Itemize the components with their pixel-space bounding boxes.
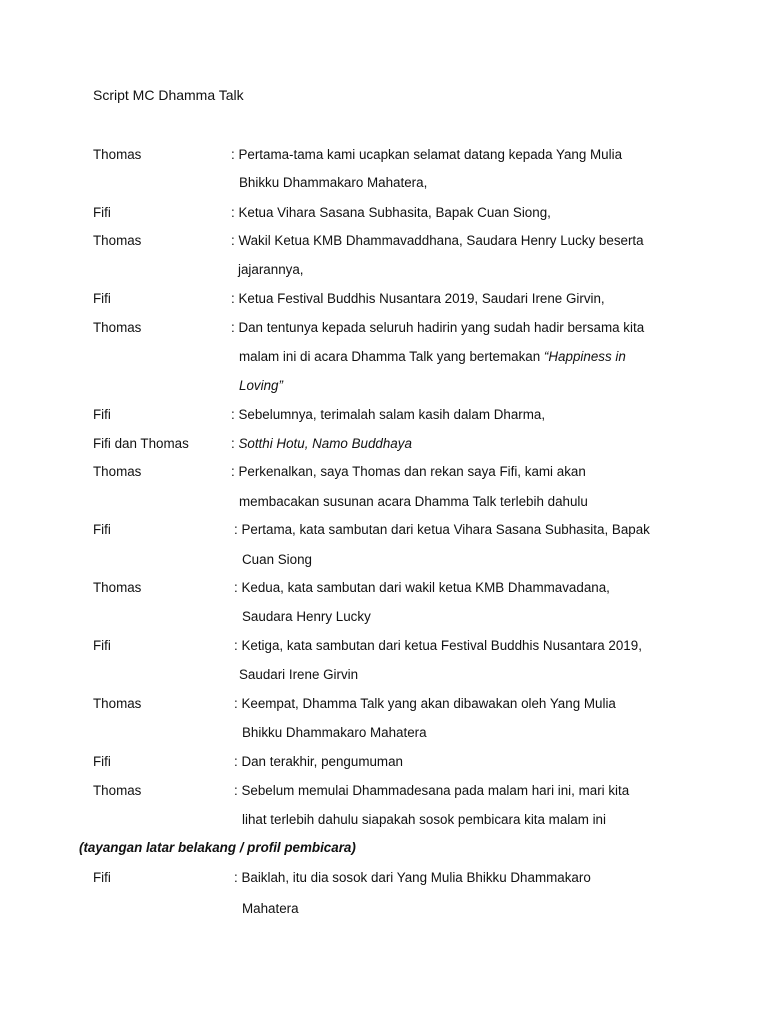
dialogue-line: : Ketua Vihara Sasana Subhasita, Bapak Cuan Siong,	[231, 205, 551, 220]
dialogue-line: : Wakil Ketua KMB Dhammavaddhana, Saudara Henry Lucky beserta	[231, 233, 644, 248]
dialogue-line: : Sebelumnya, terimalah salam kasih dalam Dharma,	[231, 407, 546, 422]
greeting-text: Sotthi Hotu, Namo Buddhaya	[238, 436, 412, 451]
dialogue-line: Saudara Henry Lucky	[242, 609, 371, 624]
dialogue-line: : Pertama, kata sambutan dari ketua Vihara Sasana Subhasita, Bapak	[234, 522, 650, 537]
dialogue-line: Saudari Irene Girvin	[239, 667, 359, 682]
dialogue-line: : Baiklah, itu dia sosok dari Yang Mulia Bhikku Dhammakaro	[234, 870, 591, 885]
dialogue-line: Mahatera	[242, 901, 299, 916]
stage-note: (tayangan latar belakang / profil pembicara)	[79, 840, 356, 855]
speaker-name: Thomas	[93, 320, 142, 335]
speaker-name: Thomas	[93, 233, 142, 248]
dialogue-line: : Ketiga, kata sambutan dari ketua Festival Buddhis Nusantara 2019,	[234, 638, 642, 653]
dialogue-line: : Pertama-tama kami ucapkan selamat datang kepada Yang Mulia	[231, 147, 623, 162]
colon-prefix: :	[231, 436, 239, 451]
dialogue-line	[231, 436, 412, 451]
dialogue-line: : Ketua Festival Buddhis Nusantara 2019, Saudari Irene Girvin,	[231, 291, 605, 306]
dialogue-line: : Kedua, kata sambutan dari wakil ketua KMB Dhammavadana,	[234, 580, 610, 595]
speaker-name: Thomas	[93, 783, 142, 798]
dialogue-line: Bhikku Dhammakaro Mahatera,	[239, 175, 428, 190]
speaker-name: Thomas	[93, 696, 142, 711]
dialogue-text: malam ini di acara Dhamma Talk yang bertemakan	[239, 349, 541, 364]
speaker-name: Fifi	[93, 638, 111, 653]
speaker-name: Thomas	[93, 147, 142, 162]
dialogue-line: : Perkenalkan, saya Thomas dan rekan saya Fifi, kami akan	[231, 464, 586, 479]
speaker-name: Fifi	[93, 291, 111, 306]
dialogue-line: : Dan terakhir, pengumuman	[234, 754, 403, 769]
dialogue-line: : Keempat, Dhamma Talk yang akan dibawakan oleh Yang Mulia	[234, 696, 616, 711]
dialogue-line	[239, 349, 626, 364]
dialogue-line: membacakan susunan acara Dhamma Talk terlebih dahulu	[239, 494, 588, 509]
theme-text: “Happiness in	[543, 349, 626, 364]
speaker-name: Thomas	[93, 464, 142, 479]
dialogue-line: Bhikku Dhammakaro Mahatera	[242, 725, 427, 740]
speaker-name: Fifi	[93, 407, 111, 422]
speaker-name: Fifi	[93, 522, 111, 537]
theme-text-continued: Loving”	[239, 378, 283, 393]
speaker-name: Fifi	[93, 205, 111, 220]
dialogue-line: : Sebelum memulai Dhammadesana pada malam hari ini, mari kita	[234, 783, 630, 798]
speaker-name: Fifi	[93, 870, 111, 885]
dialogue-line: : Dan tentunya kepada seluruh hadirin yang sudah hadir bersama kita	[231, 320, 645, 335]
dialogue-line: jajarannya,	[238, 262, 304, 277]
dialogue-line: Cuan Siong	[242, 552, 312, 567]
speaker-name: Fifi	[93, 754, 111, 769]
document-title: Script MC Dhamma Talk	[93, 87, 244, 103]
speaker-name: Thomas	[93, 580, 142, 595]
dialogue-line: lihat terlebih dahulu siapakah sosok pembicara kita malam ini	[242, 812, 606, 827]
speaker-name: Fifi dan Thomas	[93, 436, 189, 451]
